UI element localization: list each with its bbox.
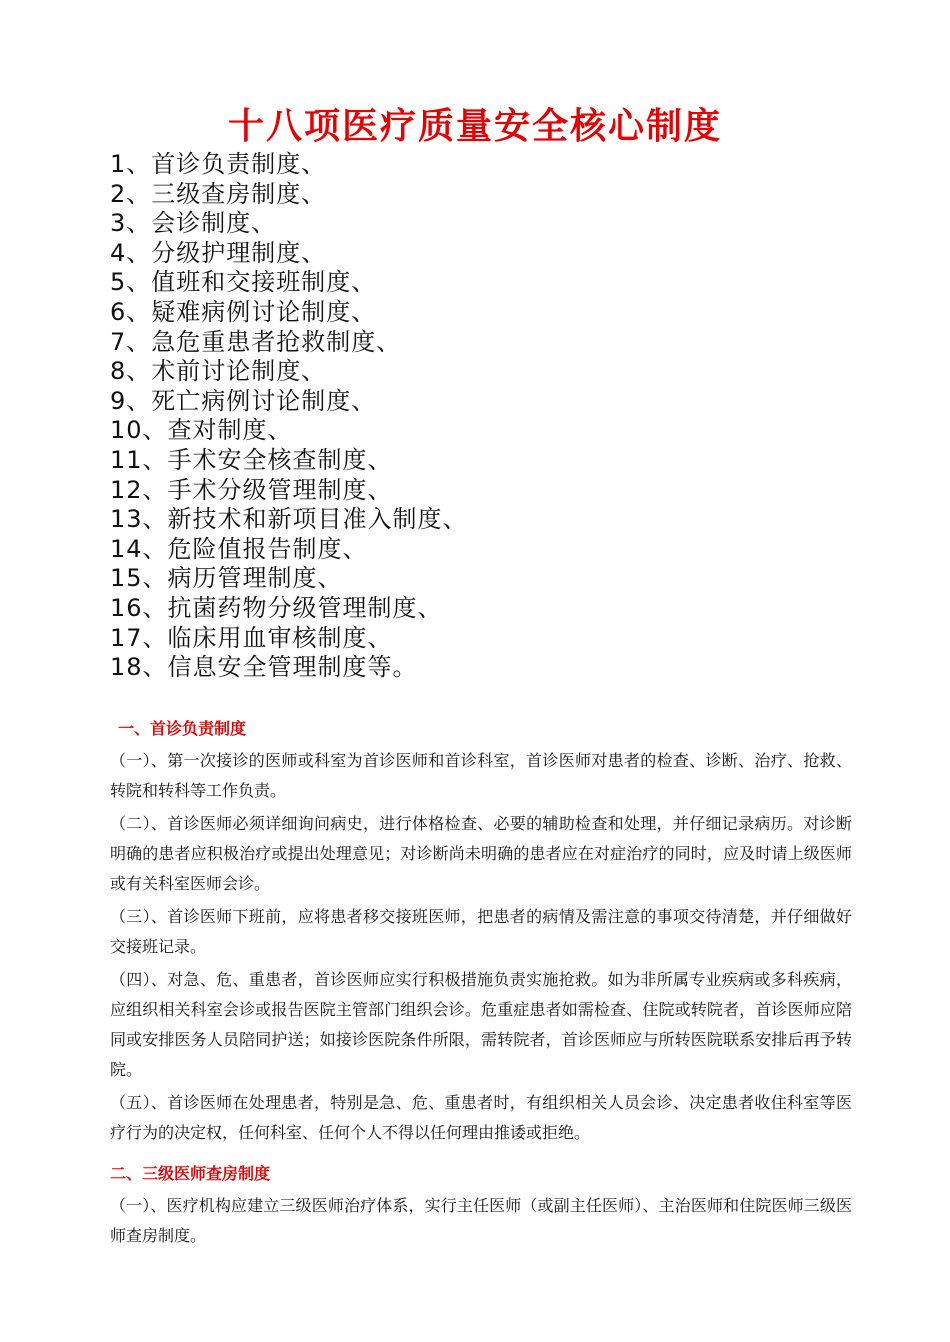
toc-item: 2、三级查房制度、	[110, 179, 327, 208]
page-title: 十八项医疗质量安全核心制度	[227, 105, 722, 147]
toc-item: 10、查对制度、	[110, 416, 293, 445]
section-paragraph: （四）、对急、危、重患者，首诊医师应实行积极措施负责实施抢救。如为非所属专业疾病或多科疾病，应组织相关科室会诊或报告医院主管部门组织会诊。危重症患者如需检查、住院或转院者，首诊医师应陪同或安排医务人员陪同护送；如接诊医院条件所限，需转院者，首诊医师应与所转医院联系安排后再予转院。	[110, 970, 852, 1079]
toc-item: 4、分级护理制度、	[110, 238, 327, 267]
section-heading: 二、三级医师查房制度	[110, 1164, 271, 1183]
toc-item: 13、新技术和新项目准入制度、	[110, 505, 468, 534]
toc-item: 11、手术安全核查制度、	[110, 445, 393, 474]
section-paragraph: （三）、首诊医师下班前，应将患者移交接班医师，把患者的病情及需注意的事项交待清楚，并仔细做好交接班记录。	[110, 907, 852, 956]
toc-item: 12、手术分级管理制度、	[110, 475, 393, 504]
toc-item: 9、死亡病例讨论制度、	[110, 386, 377, 415]
section-paragraph: （一）、第一次接诊的医师或科室为首诊医师和首诊科室，首诊医师对患者的检查、诊断、治疗、抢救、转院和转科等工作负责。	[110, 751, 852, 800]
toc-item: 16、抗菌药物分级管理制度、	[110, 593, 443, 622]
toc-item: 15、病历管理制度、	[110, 564, 343, 593]
toc-item: 8、术前讨论制度、	[110, 357, 327, 386]
section-heading: 一、首诊负责制度	[118, 719, 247, 738]
toc-item: 6、疑难病例讨论制度、	[110, 297, 377, 326]
toc-list	[110, 150, 810, 683]
toc-item: 14、危险值报告制度、	[110, 534, 368, 563]
toc-item: 17、临床用血审核制度、	[110, 623, 393, 652]
toc-item: 7、急危重患者抢救制度、	[110, 327, 402, 356]
section-paragraph: （二）、首诊医师必须详细询问病史，进行体格检查、必要的辅助检查和处理，并仔细记录病历。对诊断明确的患者应积极治疗或提出处理意见；对诊断尚未明确的患者应在对症治疗的同时，应及时请上级医师或有关科室医师会诊。	[110, 814, 852, 893]
section-first-visit-responsibility	[110, 715, 852, 1148]
toc-item: 18、信息安全管理制度等。	[110, 653, 418, 682]
section-three-level-rounds	[110, 1160, 852, 1251]
section-paragraph: （五）、首诊医师在处理患者，特别是急、危、重患者时，有组织相关人员会诊、决定患者收住科室等医疗行为的决定权，任何科室、任何个人不得以任何理由推诿或拒绝。	[110, 1093, 852, 1142]
section-paragraph: （一）、医疗机构应建立三级医师治疗体系，实行主任医师（或副主任医师）、主治医师和住院医师三级医师查房制度。	[110, 1196, 852, 1245]
toc-item: 5、值班和交接班制度、	[110, 268, 377, 297]
toc-item: 3、会诊制度、	[110, 209, 277, 238]
toc-item: 1、首诊负责制度、	[110, 150, 327, 178]
